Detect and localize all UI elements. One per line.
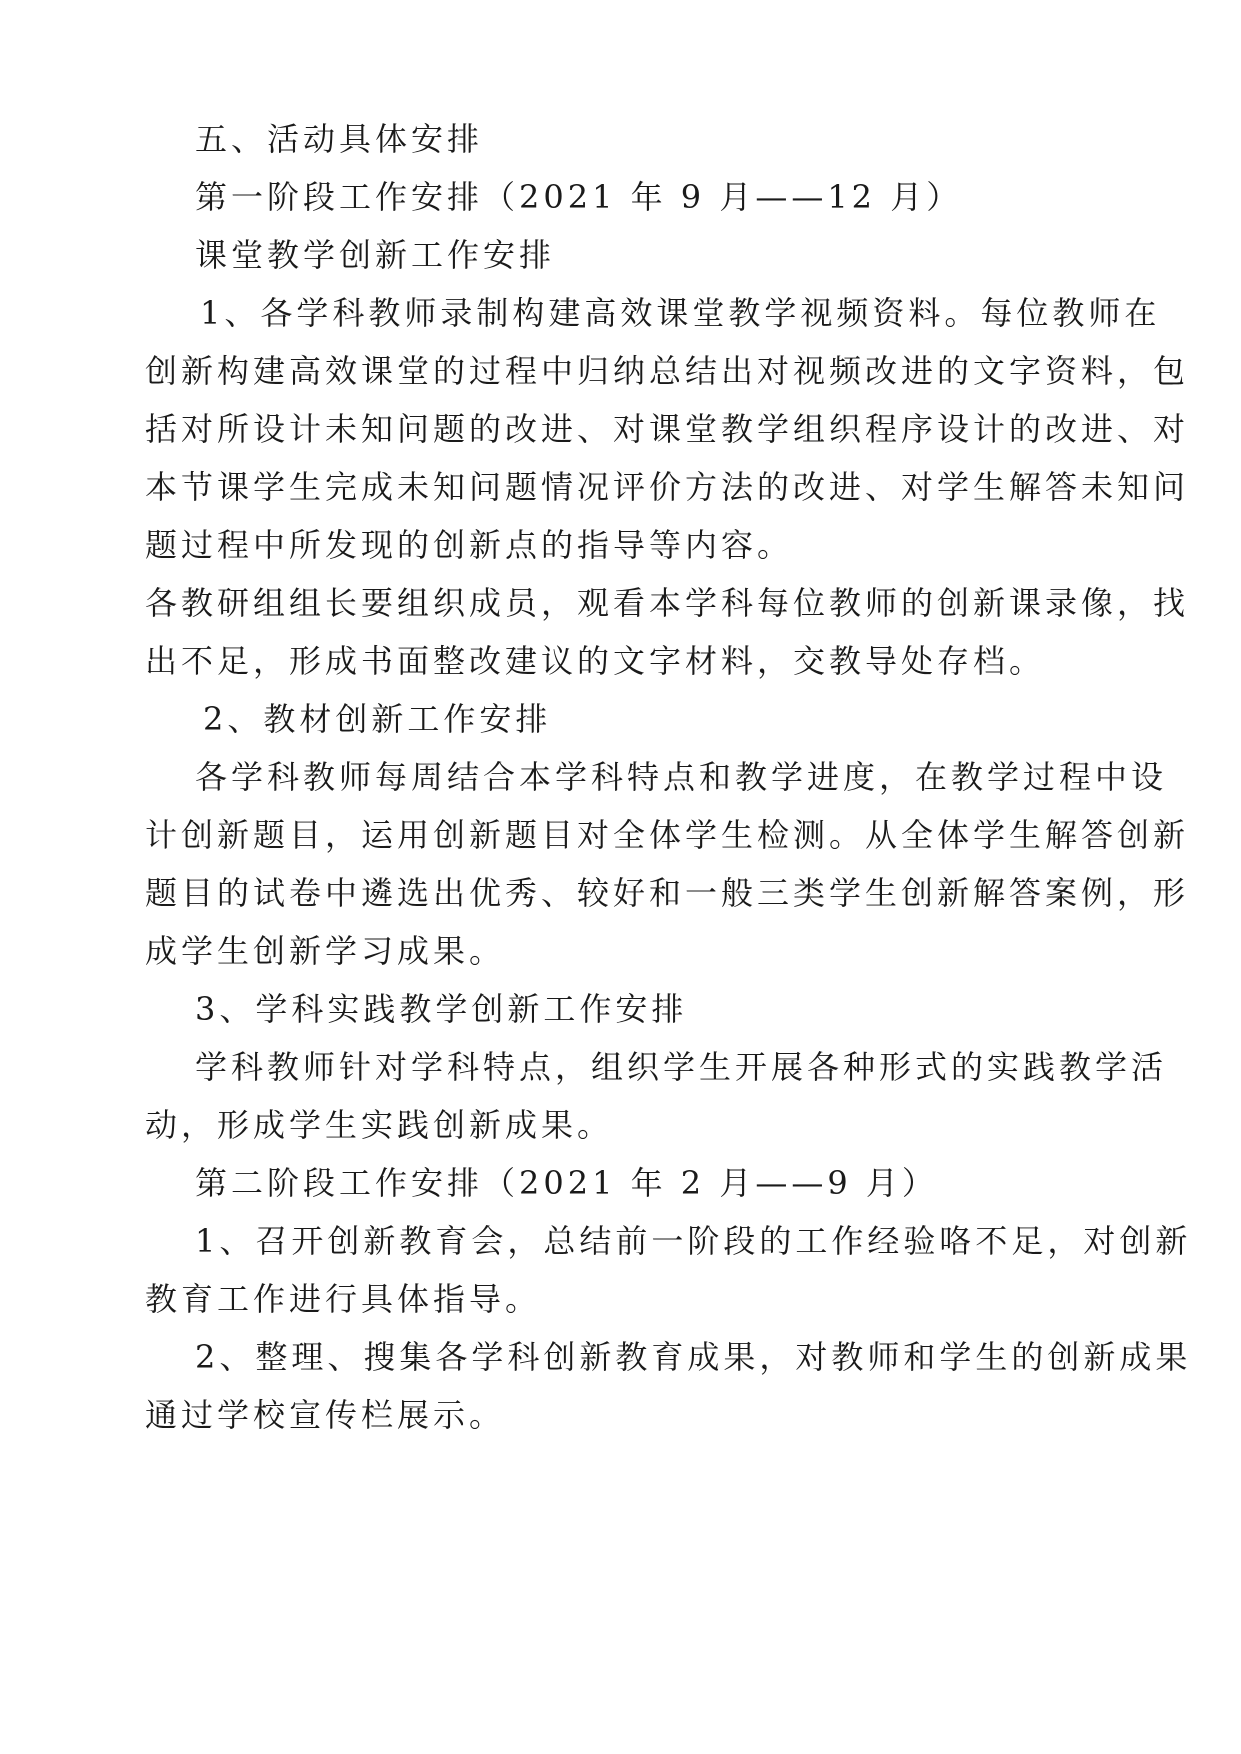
paragraph-line: 创新构建高效课堂的过程中归纳总结出对视频改进的文字资料，包 [145,352,1190,390]
paragraph-line: 1、召开创新教育会，总结前一阶段的工作经验咯不足，对创新 [195,1222,1192,1260]
paragraph-line: 题目的试卷中遴选出优秀、较好和一般三类学生创新解答案例，形 [145,874,1190,912]
paragraph-line: 题过程中所发现的创新点的指导等内容。 [145,526,794,564]
paragraph-line: 本节课学生完成未知问题情况评价方法的改进、对学生解答未知问 [145,468,1190,506]
paragraph-line: 1、各学科教师录制构建高效课堂教学视频资料。每位教师在 [200,294,1161,332]
paragraph-line: 成学生创新学习成果。 [145,932,506,970]
phase-one-heading: 第一阶段工作安排（2021 年 9 月——12 月） [195,178,963,216]
paragraph-line: 括对所设计未知问题的改进、对课堂教学组织程序设计的改进、对 [145,410,1190,448]
paragraph-line: 通过学校宣传栏展示。 [145,1396,506,1434]
paragraph-line: 各教研组组长要组织成员，观看本学科每位教师的创新课录像，找 [145,584,1190,622]
subsection-heading: 3、学科实践教学创新工作安排 [195,990,688,1028]
paragraph-line: 出不足，形成书面整改建议的文字材料，交教导处存档。 [145,642,1046,680]
document-body [145,110,1192,1444]
paragraph-line: 教育工作进行具体指导。 [145,1280,542,1318]
subsection-heading: 2、教材创新工作安排 [203,700,552,738]
paragraph-line: 2、整理、搜集各学科创新教育成果，对教师和学生的创新成果 [195,1338,1192,1376]
paragraph-line: 各学科教师每周结合本学科特点和教学进度，在教学过程中设 [195,758,1168,796]
paragraph-line: 动，形成学生实践创新成果。 [145,1106,614,1144]
paragraph-line: 计创新题目，运用创新题目对全体学生检测。从全体学生解答创新 [145,816,1190,854]
phase-two-heading: 第二阶段工作安排（2021 年 2 月——9 月） [195,1164,938,1202]
paragraph-line: 学科教师针对学科特点，组织学生开展各种形式的实践教学活 [195,1048,1168,1086]
subsection-heading: 课堂教学创新工作安排 [195,236,556,274]
section-heading: 五、活动具体安排 [195,120,484,158]
